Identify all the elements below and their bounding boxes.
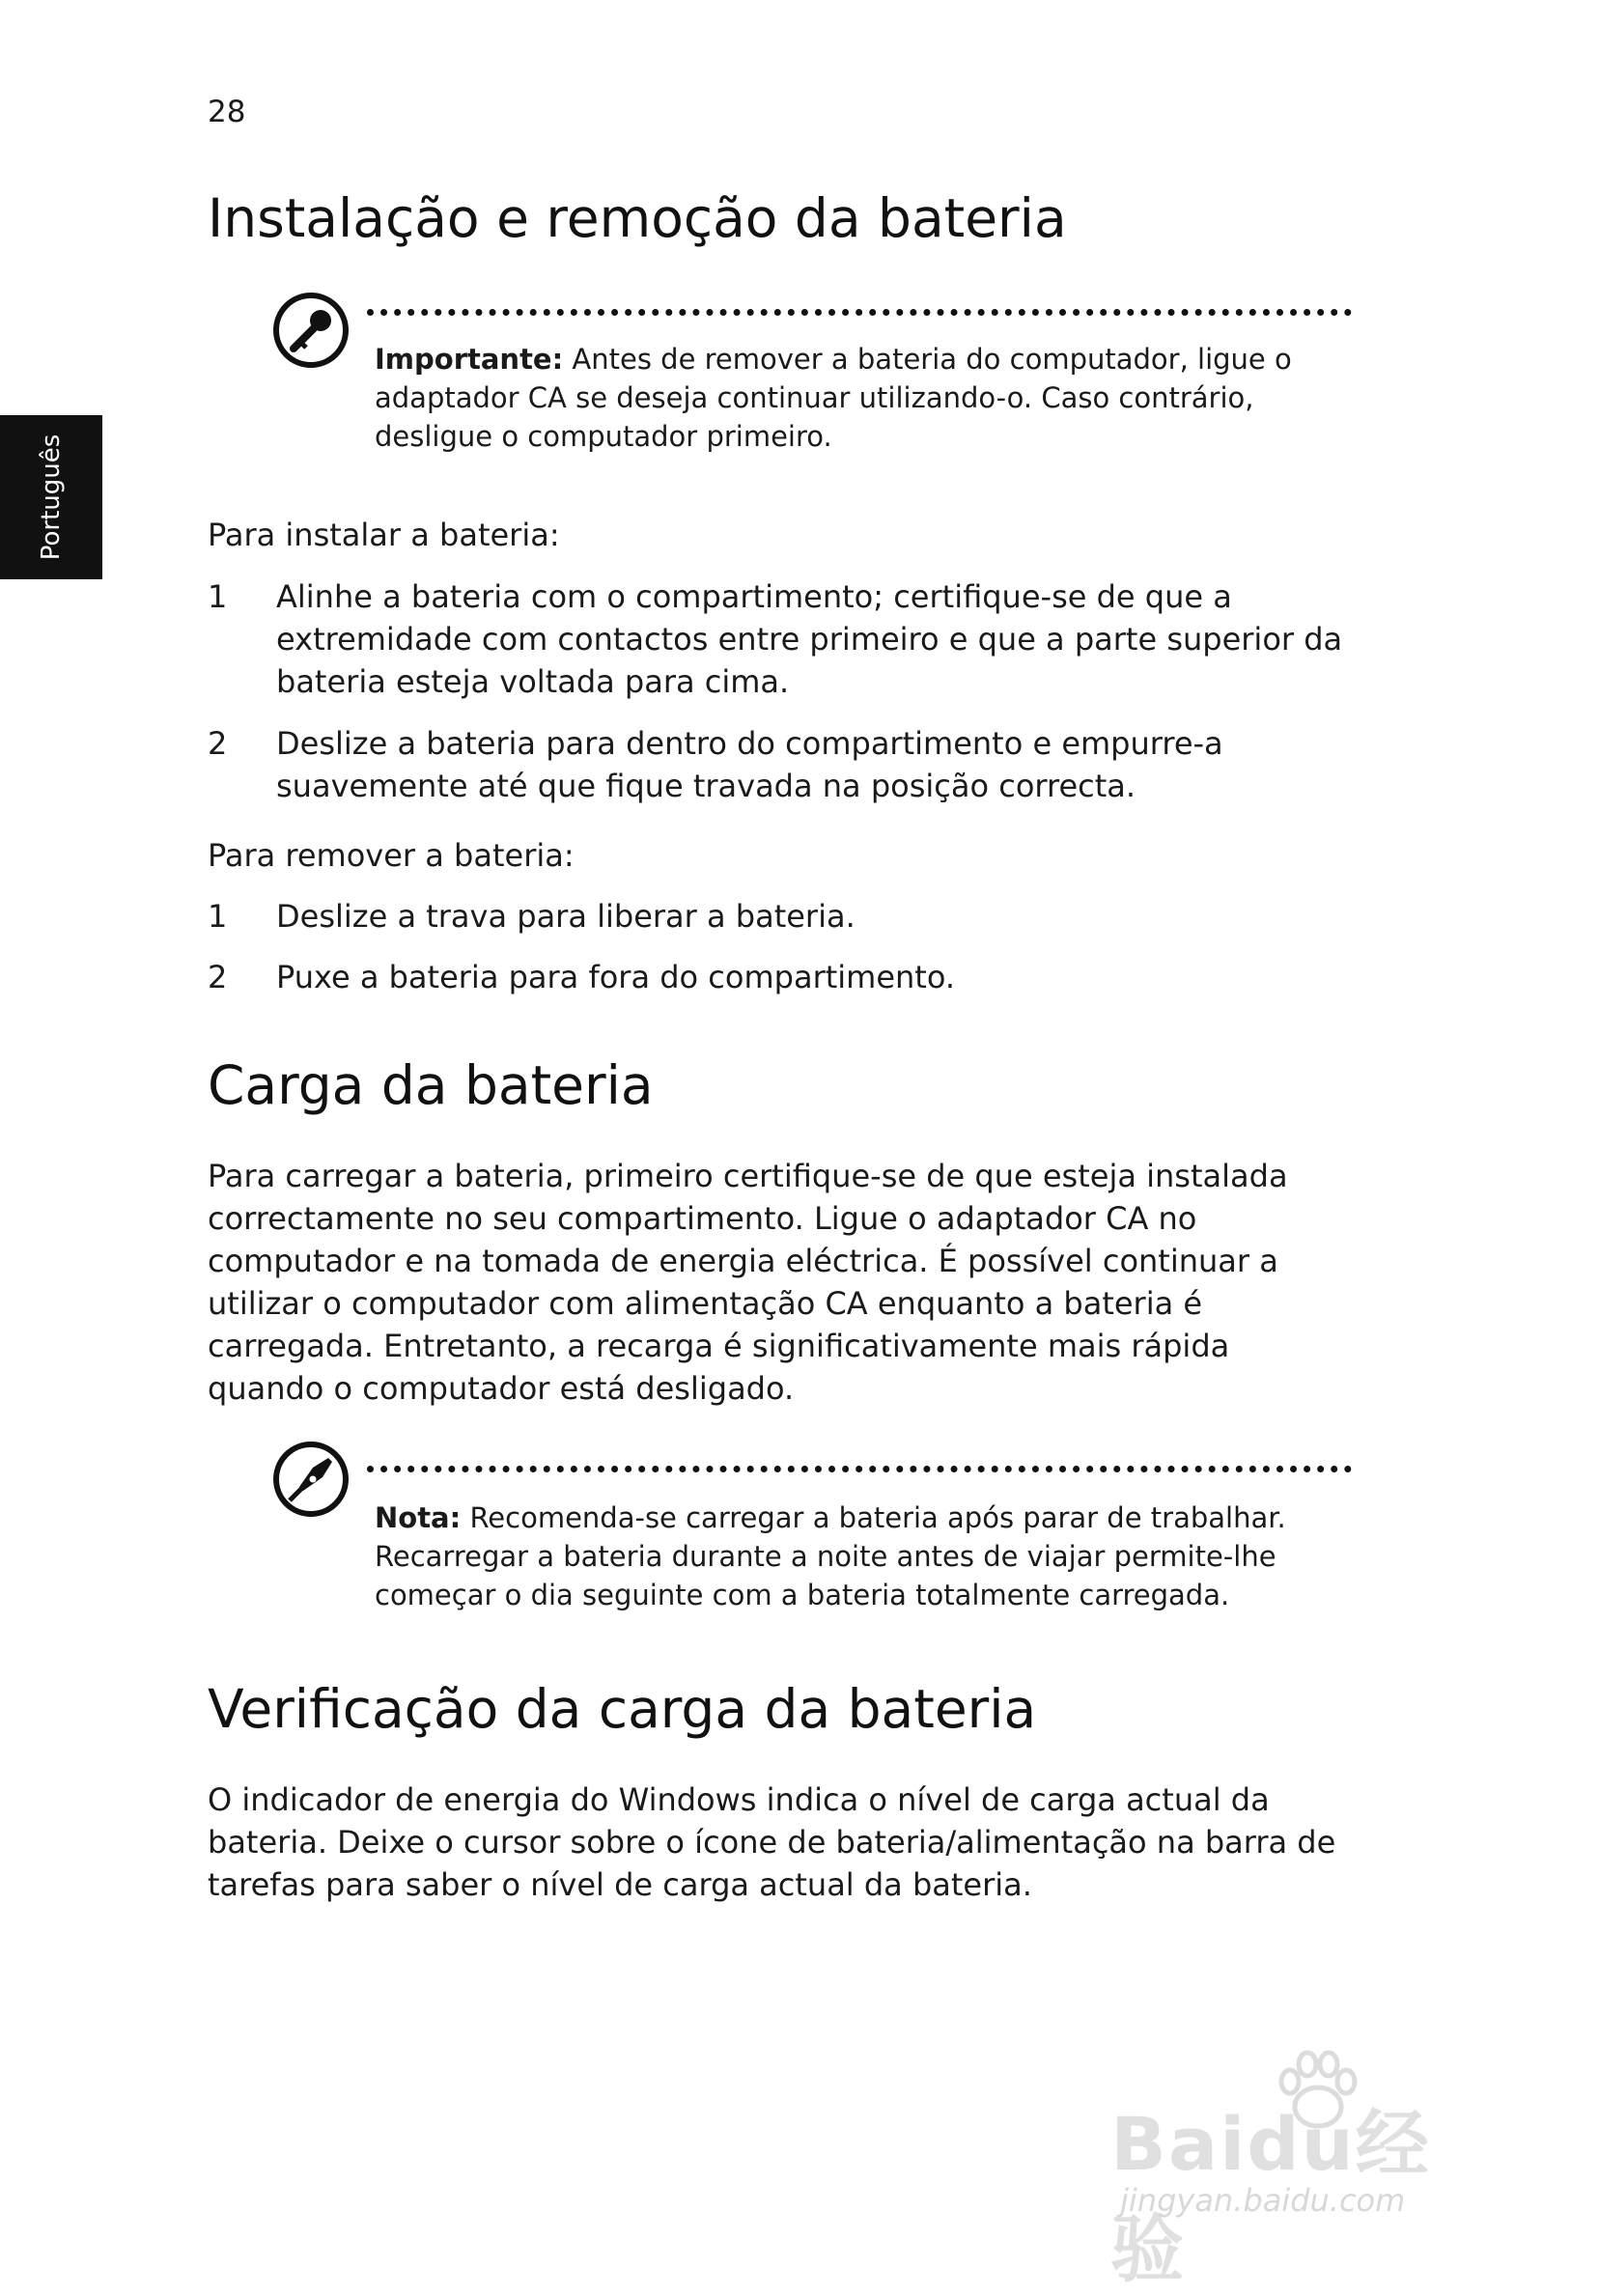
important-body: Antes de remover a bateria do computador, ligue o adaptador CA se deseja continuar utilizando-o. Caso contrário, desligue o computador primeiro.	[375, 343, 1292, 453]
note-divider	[367, 1466, 1352, 1472]
key-icon	[270, 290, 351, 371]
important-text	[375, 340, 1350, 456]
charging-body: Para carregar a bateria, primeiro certifique-se de que esteja instalada correctamente no seu compartimento. Ligue o adaptador CA no computador e na tomada de energia eléctrica. É possível continuar a utilizar o computador com alimentação CA enquanto a bateria é carregada. Entretanto, a recarga é significativamente mais rápida quando o computador está desligado.	[208, 1158, 1288, 1407]
step-number: 1	[208, 578, 228, 615]
note-block	[270, 1439, 1352, 1632]
note-divider	[367, 309, 1352, 316]
step-number: 2	[208, 959, 228, 995]
step-text: Puxe a bateria para fora do compartimento.	[276, 959, 956, 995]
note-text	[375, 1498, 1350, 1614]
step-text: Alinhe a bateria com o compartimento; certifique-se de que a extremidade com contactos entre primeiro e que a parte superior da bateria esteja voltada para cima.	[276, 578, 1343, 700]
install-intro: Para instalar a bateria:	[208, 517, 560, 553]
pen-icon	[270, 1439, 351, 1520]
note-body: Recomenda-se carregar a bateria após parar de trabalhar. Recarregar a bateria durante a noite antes de viajar permite-lhe começar o dia seguinte com a bateria totalmente carregada.	[375, 1501, 1286, 1611]
remove-intro: Para remover a bateria:	[208, 837, 575, 874]
section-heading-installation: Instalação e remoção da bateria	[208, 187, 1067, 249]
important-label: Importante:	[375, 343, 564, 376]
step-number: 1	[208, 898, 228, 935]
step-number: 2	[208, 725, 228, 762]
step-text: Deslize a bateria para dentro do compartimento e empurre-a suavemente até que fique travada na posição correcta.	[276, 725, 1223, 804]
section-heading-charging: Carga da bateria	[208, 1054, 654, 1116]
baidu-watermark	[1110, 2037, 1497, 2292]
step-text: Deslize a trava para liberar a bateria.	[276, 898, 856, 935]
important-note	[270, 290, 1352, 483]
watermark-url: jingyan.baidu.com	[1120, 2182, 1406, 2219]
watermark-logo: Baidu经验	[1110, 2101, 1431, 2292]
side-tab-label: Português	[37, 434, 66, 561]
note-label: Nota:	[375, 1501, 462, 1534]
checking-body: O indicador de energia do Windows indica o nível de carga actual da bateria. Deixe o cursor sobre o ícone de bateria/alimentação na barra de tarefas para saber o nível de carga actual da bateria.	[208, 1781, 1336, 1903]
page-number: 28	[208, 95, 246, 129]
section-heading-checking: Verificação da carga da bateria	[208, 1678, 1037, 1740]
language-side-tab	[0, 415, 102, 579]
